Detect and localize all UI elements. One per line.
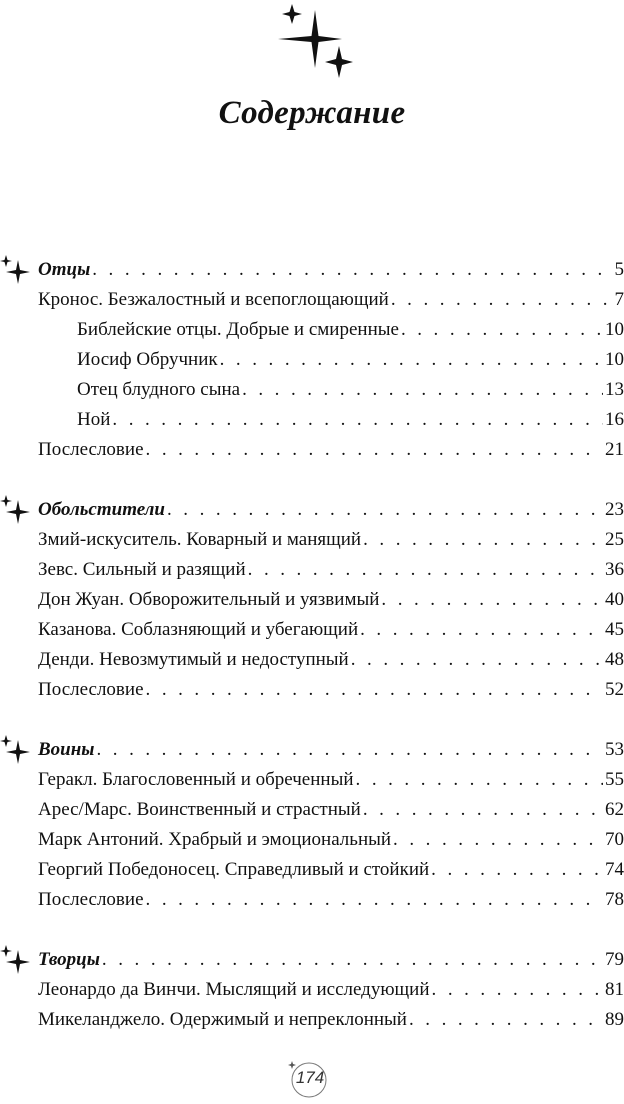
toc-entry[interactable] [0, 642, 624, 672]
toc-page-number: 89 [605, 1009, 624, 1030]
toc-entry-label: Послесловие [38, 679, 144, 700]
toc-heading-label: Воины [38, 739, 95, 760]
toc-entry[interactable] [0, 342, 624, 372]
toc-page-number: 23 [605, 499, 624, 520]
toc-entry-label: Арес/Марс. Воинственный и страстный [38, 799, 361, 820]
toc-heading-label: Творцы [38, 949, 100, 970]
toc-entry[interactable] [0, 282, 624, 312]
toc-page-number: 55 [605, 769, 624, 790]
leader-dots [220, 348, 603, 372]
toc-entry[interactable] [0, 822, 624, 852]
toc-page-number: 48 [605, 649, 624, 670]
toc-section [0, 732, 624, 912]
toc-heading-label: Отцы [38, 259, 91, 280]
toc-entry[interactable] [0, 852, 624, 882]
toc-page-number: 5 [614, 259, 624, 280]
toc-entry-label: Библейские отцы. Добрые и смиренные [77, 319, 399, 340]
toc-page-number: 74 [605, 859, 624, 880]
toc-heading[interactable] [0, 492, 624, 522]
toc-entry-label: Денди. Невозмутимый и недоступный [38, 649, 349, 670]
toc-page-number: 81 [605, 979, 624, 1000]
toc-entry-label: Иосиф Обручник [77, 349, 218, 370]
leader-dots [356, 768, 603, 792]
table-of-contents [0, 252, 624, 1062]
toc-entry[interactable] [0, 1002, 624, 1032]
toc-heading[interactable] [0, 732, 624, 762]
toc-entry-label: Послесловие [38, 439, 144, 460]
toc-section [0, 252, 624, 462]
toc-entry-label: Леонардо да Винчи. Мыслящий и исследующий [38, 979, 430, 1000]
toc-entry[interactable] [0, 432, 624, 462]
toc-page-number: 78 [605, 889, 624, 910]
toc-entry-label: Зевс. Сильный и разящий [38, 559, 246, 580]
toc-page-number: 21 [605, 439, 624, 460]
page-number-badge [284, 1058, 334, 1098]
toc-heading[interactable] [0, 252, 624, 282]
sparkle-stars-icon [270, 2, 360, 82]
toc-entry[interactable] [0, 762, 624, 792]
page-number: 174 [295, 1068, 325, 1087]
toc-page-number: 52 [605, 679, 624, 700]
toc-heading-label: Обольстители [38, 499, 165, 520]
toc-entry-label: Марк Антоний. Храбрый и эмоциональный [38, 829, 392, 850]
page-title: Содержание [218, 95, 406, 131]
leader-dots [146, 438, 603, 462]
toc-page-number: 36 [605, 559, 624, 580]
toc-entry-label: Ной [77, 409, 111, 430]
leader-dots [351, 648, 603, 672]
toc-page-number: 10 [605, 319, 624, 340]
toc-entry[interactable] [0, 552, 624, 582]
toc-entry[interactable] [0, 402, 624, 432]
leader-dots [409, 1008, 603, 1032]
toc-entry-label: Послесловие [38, 889, 144, 910]
leader-dots [112, 408, 603, 432]
toc-entry[interactable] [0, 582, 624, 612]
leader-dots [381, 588, 603, 612]
toc-page-number: 70 [605, 829, 624, 850]
toc-page-number: 79 [605, 949, 624, 970]
toc-section [0, 942, 624, 1032]
toc-entry[interactable] [0, 522, 624, 552]
toc-entry[interactable] [0, 792, 624, 822]
toc-page-number: 16 [605, 409, 624, 430]
toc-entry-label: Дон Жуан. Обворожительный и уязвимый [38, 589, 380, 610]
toc-page-number: 40 [605, 589, 624, 610]
toc-entry-label: Отец блудного сына [77, 379, 241, 400]
leader-dots [102, 948, 603, 972]
toc-entry[interactable] [0, 972, 624, 1002]
toc-entry[interactable] [0, 612, 624, 642]
toc-entry-label: Кронос. Безжалостный и всепоглощающий [38, 289, 389, 310]
leader-dots [167, 498, 603, 522]
leader-dots [363, 528, 603, 552]
leader-dots [432, 978, 603, 1002]
toc-entry[interactable] [0, 372, 624, 402]
toc-page-number: 53 [605, 739, 624, 760]
toc-page-number: 25 [605, 529, 624, 550]
leader-dots [391, 288, 613, 312]
toc-page-number: 7 [614, 289, 624, 310]
toc-page-number: 45 [605, 619, 624, 640]
toc-entry-label: Змий-искуситель. Коварный и манящий [38, 529, 362, 550]
toc-entry-label: Казанова. Соблазняющий и убегающий [38, 619, 359, 640]
leader-dots [431, 858, 603, 882]
leader-dots [146, 678, 603, 702]
toc-page-number: 13 [605, 379, 624, 400]
toc-section [0, 492, 624, 702]
leader-dots [401, 318, 603, 342]
leader-dots [146, 888, 603, 912]
toc-page-number: 62 [605, 799, 624, 820]
toc-entry[interactable] [0, 312, 624, 342]
toc-entry-label: Георгий Победоносец. Справедливый и стойкий [38, 859, 430, 880]
leader-dots [360, 618, 603, 642]
toc-heading[interactable] [0, 942, 624, 972]
leader-dots [393, 828, 603, 852]
leader-dots [248, 558, 603, 582]
toc-entry-label: Геракл. Благословенный и обреченный [38, 769, 354, 790]
leader-dots [92, 258, 612, 282]
toc-page-number: 10 [605, 349, 624, 370]
leader-dots [242, 378, 603, 402]
toc-entry[interactable] [0, 882, 624, 912]
toc-entry[interactable] [0, 672, 624, 702]
toc-entry-label: Микеланджело. Одержимый и непреклонный [38, 1009, 407, 1030]
leader-dots [96, 738, 603, 762]
leader-dots [363, 798, 603, 822]
